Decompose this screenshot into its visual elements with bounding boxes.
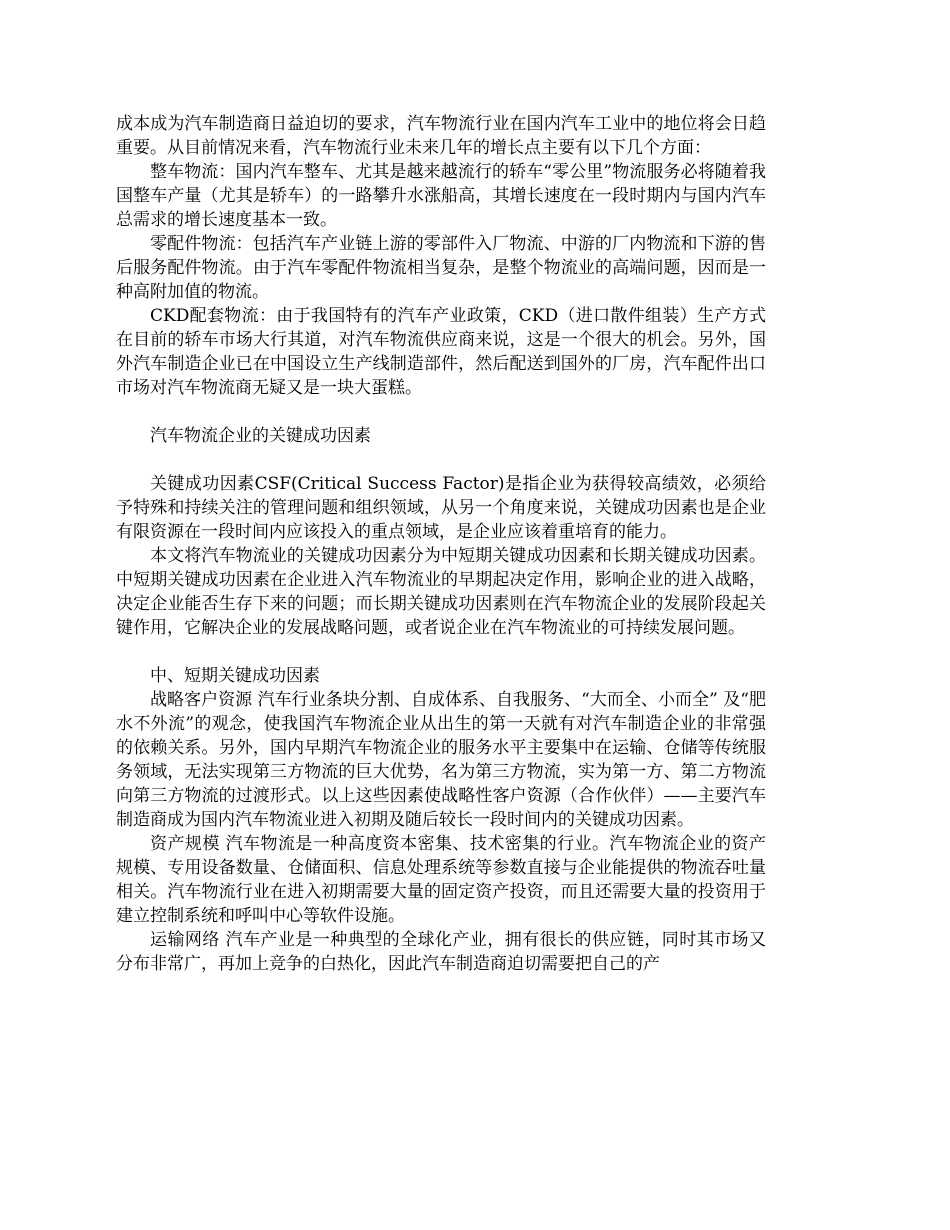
- paragraph-strategic-customers: 战略客户资源 汽车行业条块分割、自成体系、自我服务、“大而全、小而全” 及“肥水不外流”的观念，使我国汽车物流企业从出生的第一天就有对汽车制造企业的非常强的依赖关系。另外，国内早期汽车物流企业的服务水平主要集中在运输、仓储等传统服务领域，无法实现第三方物流的巨大优势，名为第三方物流，实为第一方、第二方物流向第三方物流的过渡形式。以上这些因素使战略性客户资源（合作伙伴）——主要汽车制造商成为国内汽车物流业进入初期及随后较长一段时间内的关键成功因素。: [116, 690, 766, 830]
- document-page: [116, 112, 766, 976]
- paragraph-transport-network: 运输网络 汽车产业是一种典型的全球化产业，拥有很长的供应链，同时其市场又分布非常广，再加上竞争的白热化，因此汽车制造商迫切需要把自己的产: [116, 930, 766, 974]
- paragraph-csf-classification: 本文将汽车物流业的关键成功因素分为中短期关键成功因素和长期关键成功因素。中短期关键成功因素在企业进入汽车物流业的早期起决定作用，影响企业的进入战略，决定企业能否生存下来的问题；而长期关键成功因素则在汽车物流企业的发展阶段起关键作用，它解决企业的发展战略问题，或者说企业在汽车物流业的可持续发展问题。: [116, 546, 766, 638]
- paragraph-asset-scale: 资产规模 汽车物流是一种高度资本密集、技术密集的行业。汽车物流企业的资产规模、专用设备数量、仓储面积、信息处理系统等参数直接与企业能提供的物流吞吐量相关。汽车物流行业在进入初期需要大量的固定资产投资，而且还需要大量的投资用于建立控制系统和呼叫中心等软件设施。: [116, 834, 766, 926]
- paragraph-parts-logistics: 零配件物流：包括汽车产业链上游的零部件入厂物流、中游的厂内物流和下游的售后服务配件物流。由于汽车零配件物流相当复杂，是整个物流业的高端问题，因而是一种高附加值的物流。: [116, 234, 766, 302]
- paragraph-ckd-logistics: CKD配套物流：由于我国特有的汽车产业政策，CKD（进口散件组装）生产方式在目前的轿车市场大行其道，对汽车物流供应商来说，这是一个很大的机会。另外，国外汽车制造企业已在中国设立生产线制造部件，然后配送到国外的厂房，汽车配件出口市场对汽车物流商无疑又是一块大蛋糕。: [116, 306, 766, 398]
- paragraph-csf-definition: 关键成功因素CSF(Critical Success Factor)是指企业为获得较高绩效，必须给予特殊和持续关注的管理问题和组织领域，从另一个角度来说，关键成功因素也是企业有限资源在一段时间内应该投入的重点领域，是企业应该着重培育的能力。: [116, 474, 766, 542]
- paragraph-intro: 成本成为汽车制造商日益迫切的要求，汽车物流行业在国内汽车工业中的地位将会日趋重要。从目前情况来看，汽车物流行业未来几年的增长点主要有以下几个方面：: [116, 114, 766, 158]
- section-heading-csf: 汽车物流企业的关键成功因素: [150, 426, 371, 446]
- section-heading-short-term: 中、短期关键成功因素: [150, 666, 320, 686]
- paragraph-vehicle-logistics: 整车物流：国内汽车整车、尤其是越来越流行的轿车“零公里”物流服务必将随着我国整车产量（尤其是轿车）的一路攀升水涨船高，其增长速度在一段时期内与国内汽车总需求的增长速度基本一致。: [116, 162, 766, 230]
